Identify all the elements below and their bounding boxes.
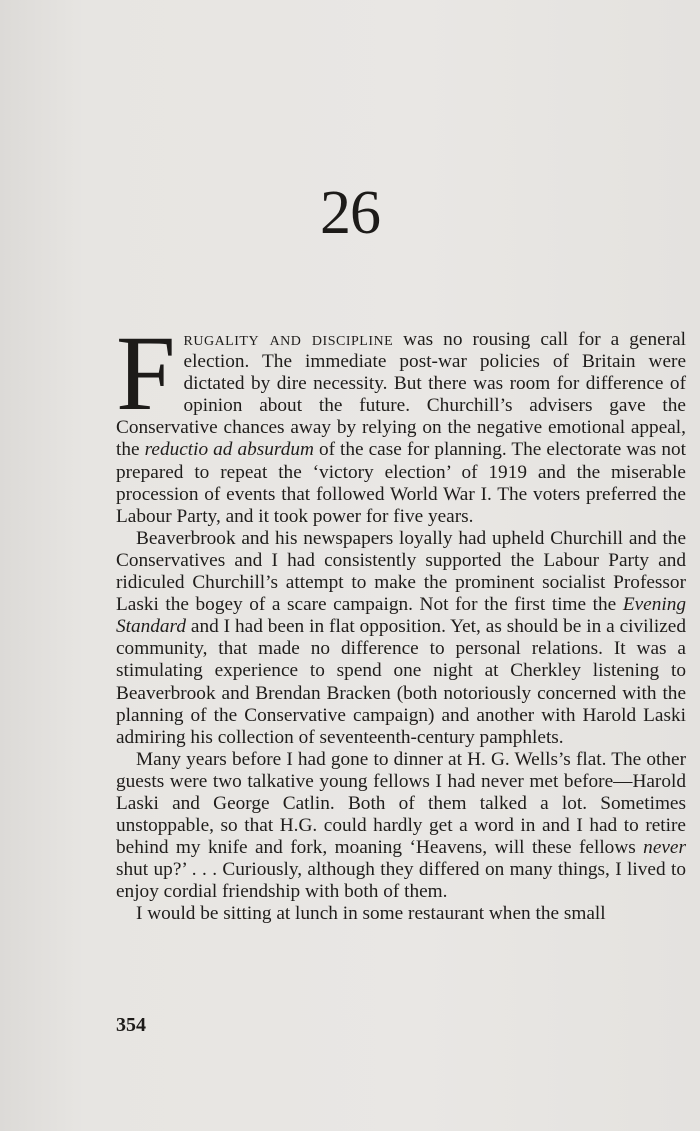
paragraph-1-text-b: of the case for planning. The electorate was not prepared to repeat the ‘victory election’ of 1919 and the miserable procession of events that followed World War I. The voters preferred the Labour Party, and it took power for five years. — [116, 439, 686, 527]
paragraph-1-italic: reductio ad absurdum — [144, 439, 314, 461]
paragraph-4-text: I would be sitting at lunch in some restaurant when the small — [136, 903, 606, 925]
paragraph-3-text-a: Many years before I had gone to dinner at H. G. Wells’s flat. The other guests were two talkative young fellows I had never met before—Harold Laski and George Catlin. Both of them talked a lot. Sometimes unstoppable, so that H.G. could hardly get a word in and I had to retire behind my knife and fork, moaning ‘Heavens, will these fellows — [116, 748, 686, 859]
paragraph-2-text-b: and I had been in flat opposition. Yet, as should be in a civilized community, that made no difference to personal relations. It was a stimulating experience to spend one night at Cherkley listening to Beaverbrook and Brendan Bracken (both notoriously concerned with the planning of the Conservative campaign) and another with Harold Laski admiring his collection of seventeenth-century pamphlets. — [116, 616, 686, 748]
page-number: 354 — [116, 1014, 146, 1036]
paragraph-3-italic: never — [643, 837, 686, 859]
body-text — [116, 315, 686, 926]
paragraph-1-text-a: was no rousing call for a general election. The immediate post-war policies of Britain were dictated by dire necessity. But there was room for difference of opinion about the future. Churchill’s advisers gave the Conservative chances away by relying on the negative emotional appeal, the — [116, 329, 686, 461]
drop-cap: F — [116, 315, 176, 433]
paragraph-1 — [116, 315, 686, 528]
paragraph-2 — [116, 528, 686, 749]
small-caps-lead: rugality and discipline — [183, 329, 394, 350]
paragraph-4 — [116, 903, 686, 925]
paragraph-3 — [116, 749, 686, 904]
paragraph-2-text-a: Beaverbrook and his newspapers loyally had upheld Churchill and the Conservatives and I had consistently supported the Labour Party and ridiculed Churchill’s attempt to make the prominent socialist Professor Laski the bogey of a scare campaign. Not for the first time the — [116, 527, 686, 616]
chapter-number: 26 — [320, 179, 380, 247]
paragraph-2-italic: Evening Standard — [116, 594, 686, 638]
paragraph-3-text-b: shut up?’ . . . Curiously, although they differed on many things, I lived to enjoy cordial friendship with both of them. — [116, 859, 686, 903]
